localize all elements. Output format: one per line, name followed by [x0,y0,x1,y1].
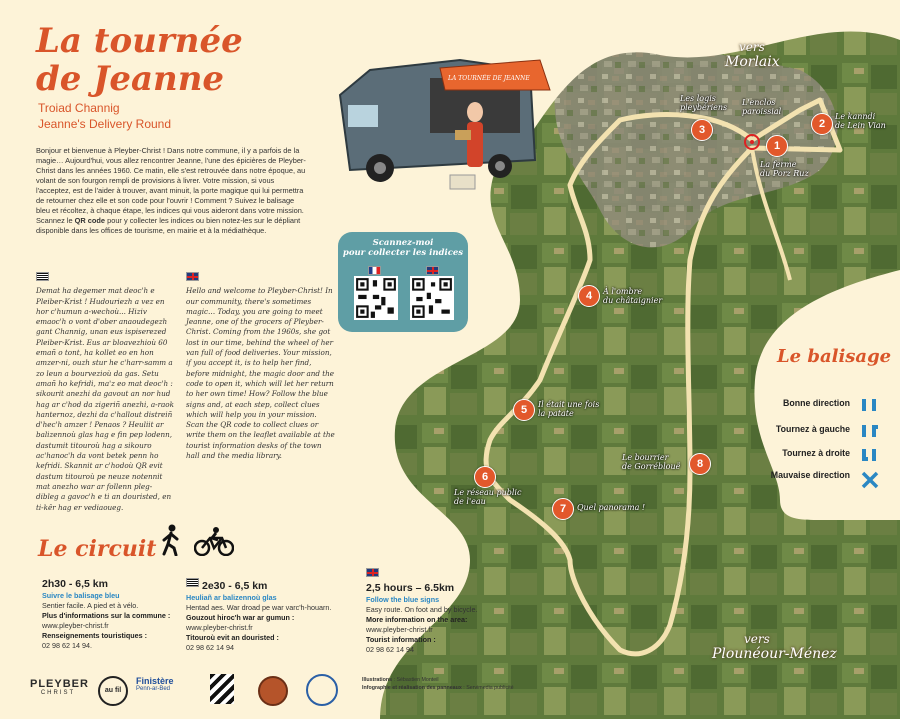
sign-label: Tournez à droite [782,448,850,458]
direction-top-label: Morlaix [725,54,780,70]
qr-code-french[interactable] [354,276,398,320]
phone-br[interactable]: 02 98 62 14 94 [186,643,234,652]
sign-label: Mauvaise direction [770,470,850,480]
phone-fr[interactable]: 02 98 62 14 94. [42,641,92,650]
direction-top-prefix: vers [739,40,765,54]
stop-marker-1[interactable]: 1 [766,135,788,157]
breton-text [36,272,174,513]
turn-right-sign-icon [860,448,880,462]
intro-part-2: pour y collecter les indices ou bien notez-les sur le dépliant disponible dans les offices de tourisme, en mairie et à la médiathèque. [36,216,301,235]
stop-marker-5[interactable]: 5 [513,399,535,421]
duration-br: 2e30 - 6,5 km [202,580,268,592]
qr-panel [338,232,468,332]
stop-8-line-2: de Gorréblouë [622,462,681,471]
stop-label-6 [454,488,521,506]
breton-office-logo [210,674,234,704]
stop-2-line-2: de Lein Vian [835,121,886,130]
title-line-1: La tournée [36,21,243,61]
qr-title-line-2: pour collecter les indices [342,248,464,258]
stop-4-line-1: À l'ombre [603,287,643,296]
circuit-english [366,568,536,655]
tourist-label-fr: Renseignements touristiques : [42,631,148,640]
french-flag-icon [368,266,381,275]
follow-fr: Suivre le balisage bleu [42,591,120,600]
stop-6-line-2: de l'eau [454,497,486,506]
walker-icon [158,524,184,556]
circle-logo [258,676,288,706]
enclos-label [742,98,781,116]
straight-sign-icon [860,398,880,412]
intro-text [36,146,306,236]
english-flag-icon [366,568,379,577]
stop-marker-6[interactable]: 6 [474,466,496,488]
phone-en[interactable]: 02 98 62 14 94 [366,645,414,654]
balisage-title: Le balisage [777,346,892,367]
van-illustration [330,50,560,190]
logo-christ-text: CHRIST [40,690,76,696]
english-paragraph: Hello and welcome to Pleyber-Christ! In our community, there's sometimes magic… Today, you are going to meet Jeanne, one of the grocers of Pleyber-Christ. Coming from the 1960s, she got lost in our time, behind the wheel of her van full of food deliveries. Your mission, if you accept it, is to help her find, before midnight, the magic door and the code to open it, which will let her return to her own time! How? Follow the blue signs and, at each step, collect clues which will help you in your mission. Scan the QR code to collect clues or write them on the leaflet available at the tourist information desks of the town hall and the media library. [186,286,335,461]
qr-code-english[interactable] [410,276,454,320]
tourist-label-en: Tourist information : [366,635,436,644]
bicycle-icon [194,526,234,556]
info-label-fr: Plus d'informations sur la commune : [42,611,171,620]
enclos-line-2: paroissial [742,107,782,116]
stop-marker-7[interactable]: 7 [552,498,574,520]
intro-part-1: Bonjour et bienvenue à Pleyber-Christ ! Dans notre commune, il y a parfois de la magie… Aujourd'hui, vous allez rencontrer Jeanne, l'une des épicières de Pleyber-Christ dans les années 1960. Ce matin, elle s'est retrouvée dans notre époque, au volant de son fourgon rempli de provisions à livrer. Votre mission, si vous l'acceptez, est de l'aider à trouver, avant minuit, la porte magique qui lui permettra de retourner chez elle et son code pour l'ouvrir ! Comment ? Suivez le balisage bleu et récoltez, à chaque étape, les indices qui vous aideront dans votre mission. Scannez le [36,146,306,225]
duration-fr: 2h30 - 6,5 km [42,578,108,590]
illustrations-value: Sébastien Monteil [396,677,439,683]
path-en: Easy route. On foot and by bicycle. [366,605,478,614]
circuit-breton [186,578,356,653]
round-seal-logo [306,674,338,706]
stop-8-line-1: Le bourrier [622,453,669,462]
stop-3-line-1: Les logis [680,94,716,103]
stop-label-8 [622,453,680,471]
direction-bottom-prefix: vers [744,632,770,646]
follow-br: Heuliañ ar balizennoù glas [186,593,277,602]
breton-paragraph: Demat ha degemer mat deoc'h e Pleiber-Krist ! Hudouriezh a vez en hor c'humun a-wechoù... Hiziv emaoc'h o vont d'ober anaoudegezh gant Channig, unan eus ispiserezed Pleiber-Krist. Eus ar bloavezhioù 60 emañ o tont, ha kollet eo en hon amzer-ni, ouzh stur he c'harr-samm a zo leun a bourvezioù da gas. Setu amañ ho kefridi, ma'z eo mat deoc'h : sikourit anezhi da gavout an nor hud hag ar c'hod da zigeriñ anezhi, a-raok hanternoz, dezhi da c'hallout distreiñ d'hec'h amzer ! Penaos ? Heuliit ar balizennoù glas hag e fin pep lodenn, dastumit titouroù hag a sikouro ac'hanoc'h da vont betek penn ho kefridi. Skannit ar c'hodoù QR evit dastum titouroù pe neuze notennit mat anezho war ar follenn pleg-dibleg a gavoc'h e ti an douristed, en ti-kêr hag er vediaoueg. [36,286,174,512]
stop-marker-3[interactable]: 3 [691,119,713,141]
logo-pleyber-text: PLEYBER [30,678,89,690]
stop-3-line-2: pleybériens [680,103,728,112]
stop-4-line-2: du châtaignier [603,296,663,305]
duration-br-row [186,578,356,593]
stop-marker-2[interactable]: 2 [811,113,833,135]
path-fr: Sentier facile. A pied et à vélo. [42,601,139,610]
finistere-logo [136,676,196,692]
stop-label-5 [538,400,599,418]
duration-en: 2,5 hours – 6.5km [366,582,455,594]
direction-plouneour [712,632,837,662]
sign-label: Bonne direction [783,398,850,408]
qr-title-line-1: Scannez-moi [372,238,434,248]
subtitle [38,100,171,132]
tourist-label-br: Titouroù evit an douristed : [186,633,279,642]
turn-left-sign-icon [860,424,880,438]
finistere-sub-text: Penn-ar-Bed [136,686,171,692]
follow-en: Follow the blue signs [366,595,440,604]
stop-label-3 [680,94,727,112]
stop-7-line-1: Quel panorama ! [577,503,646,512]
breton-flag-icon [36,272,49,281]
direction-morlaix [725,40,780,70]
intro-qr-bold: QR code [74,216,106,225]
page-title [36,22,243,98]
stop-2-line-1: Le kanndi [835,112,876,121]
stop-label-2 [835,112,886,130]
finistere-text: Finistère [136,676,174,686]
stop-marker-8[interactable]: 8 [689,453,711,475]
english-flag-icon [186,272,199,281]
van-sign-text: LA TOURNÉE DE JEANNE [448,75,530,82]
enclos-line-1: L'enclos [742,98,776,107]
website-br[interactable]: www.pleyber-christ.fr [186,623,253,632]
path-br: Hentad aes. War droad pe war varc'h-houarn. [186,603,332,612]
info-label-br: Gouzout hiroc'h war ar gumun : [186,613,295,622]
sign-label: Tournez à gauche [775,424,850,434]
stop-label-7 [577,503,645,512]
stop-1-line-2: du Porz Ruz [760,169,809,178]
stop-5-line-2: la patate [538,409,574,418]
website-en[interactable]: www.pleyber-christ.fr [366,625,433,634]
stop-1-line-1: La ferme [760,160,797,169]
au-fil-logo: au fil [98,676,128,706]
subtitle-english: Jeanne's Delivery Round [38,117,172,131]
stop-label-4 [603,287,662,305]
info-label-en: More information on the area: [366,615,468,624]
pleyber-christ-logo [30,678,89,696]
wrong-direction-sign-icon [860,470,880,490]
title-line-2: de Jeanne [36,59,225,99]
stop-label-1 [760,160,809,178]
qr-title [338,238,468,258]
stop-marker-4[interactable]: 4 [578,285,600,307]
website-fr[interactable]: www.pleyber-christ.fr [42,621,109,630]
direction-bottom-label: Plounéour-Ménez [712,646,837,662]
infographie-value: Servimedia publicité [466,685,514,691]
credits: Illustrations : Sébastien Monteil Infographie et réalisation des panneaux : Servimedia publicité [362,677,514,691]
illustrations-label: Illustrations [362,677,393,683]
english-text [186,272,336,461]
stop-5-line-1: Il était une fois [538,400,600,409]
breton-flag-icon [186,578,199,587]
circuit-title: Le circuit [38,536,157,562]
stop-6-line-1: Le réseau public [454,488,522,497]
subtitle-breton: Troiad Channig [38,101,120,115]
infographie-label: Infographie et réalisation des panneaux [362,685,462,691]
english-flag-icon [426,266,439,275]
